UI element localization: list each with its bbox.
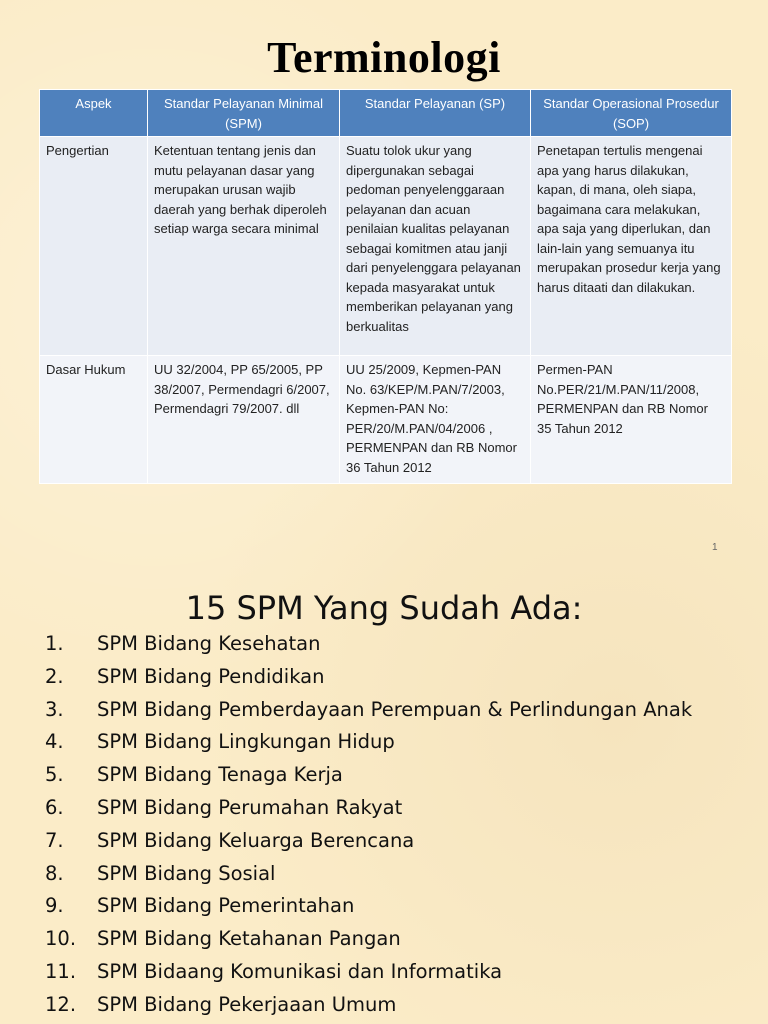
list-number: 8. <box>45 861 64 885</box>
list-text: SPM Bidang Pekerjaaan Umum <box>97 992 397 1016</box>
list-number: 1. <box>45 632 64 655</box>
list-text: SPM Bidang Ketahanan Pangan <box>97 927 401 951</box>
terminology-table <box>39 89 732 484</box>
header-sop: Standar Operasional Prosedur (SOP) <box>531 90 732 137</box>
table-row <box>40 356 732 484</box>
slide-title: 15 SPM Yang Sudah Ada: <box>185 589 583 627</box>
list-number: 10. <box>45 927 77 951</box>
list-text: SPM Bidang Lingkungan Hidup <box>97 730 395 754</box>
table-header-row <box>40 90 732 137</box>
cell-spm: Ketentuan tentang jenis dan mutu pelayanan dasar yang merupakan urusan wajib daerah yang berhak diperoleh setiap warga secara minimal <box>148 137 340 356</box>
cell-sop: Permen-PAN No.PER/21/M.PAN/11/2008, PERMENPAN dan RB Nomor 35 Tahun 2012 <box>531 356 732 484</box>
list-text: SPM Bidang Keluarga Berencana <box>97 828 415 852</box>
list-text: SPM Bidang Perumahan Rakyat <box>97 795 403 819</box>
list-number: 9. <box>45 894 64 918</box>
list-text: SPM Bidang Pendidikan <box>97 664 325 688</box>
header-spm: Standar Pelayanan Minimal (SPM) <box>148 90 340 137</box>
cell-aspek: Pengertian <box>40 137 148 356</box>
list-number: 5. <box>45 763 64 787</box>
list-number: 12. <box>45 992 77 1016</box>
cell-spm: UU 32/2004, PP 65/2005, PP 38/2007, Permendagri 6/2007, Permendagri 79/2007. dll <box>148 356 340 484</box>
cell-aspek: Dasar Hukum <box>40 356 148 484</box>
list-number: 4. <box>45 730 64 754</box>
list-number: 2. <box>45 664 64 688</box>
header-sp: Standar Pelayanan (SP) <box>340 90 531 137</box>
slide-number: 1 <box>712 542 718 553</box>
list-text: SPM Bidang Pemberdayaan Perempuan & Perlindungan Anak <box>97 697 693 721</box>
header-aspek: Aspek <box>40 90 148 137</box>
list-text: SPM Bidang Kesehatan <box>97 632 321 655</box>
list-text: SPM Bidaang Komunikasi dan Informatika <box>97 959 503 983</box>
list-number: 11. <box>45 959 77 983</box>
list-number: 7. <box>45 828 64 852</box>
table-row <box>40 137 732 356</box>
list-text: SPM Bidang Tenaga Kerja <box>97 763 343 787</box>
list-number: 6. <box>45 795 64 819</box>
list-number: 3. <box>45 697 64 721</box>
cell-sp: UU 25/2009, Kepmen-PAN No. 63/KEP/M.PAN/7/2003, Kepmen-PAN No: PER/20/M.PAN/04/2006 , PERMENPAN dan RB Nomor 36 Tahun 2012 <box>340 356 531 484</box>
cell-sop: Penetapan tertulis mengenai apa yang harus dilakukan, kapan, di mana, oleh siapa, bagaimana cara melakukan, apa saja yang diperlukan, dan lain-lain yang semuanya itu merupakan prosedur kerja yang harus ditaati dan dilakukan. <box>531 137 732 356</box>
cell-sp: Suatu tolok ukur yang dipergunakan sebagai pedoman penyelenggaraan pelayanan dan acuan penilaian kualitas pelayanan sebagai komitmen atau janji dari penyelenggara pelayanan kepada masyarakat untuk memberikan pelayanan yang berkualitas <box>340 137 531 356</box>
slide-title: Terminologi <box>267 33 501 82</box>
list-text: SPM Bidang Sosial <box>97 861 276 885</box>
list-text: SPM Bidang Pemerintahan <box>97 894 355 918</box>
